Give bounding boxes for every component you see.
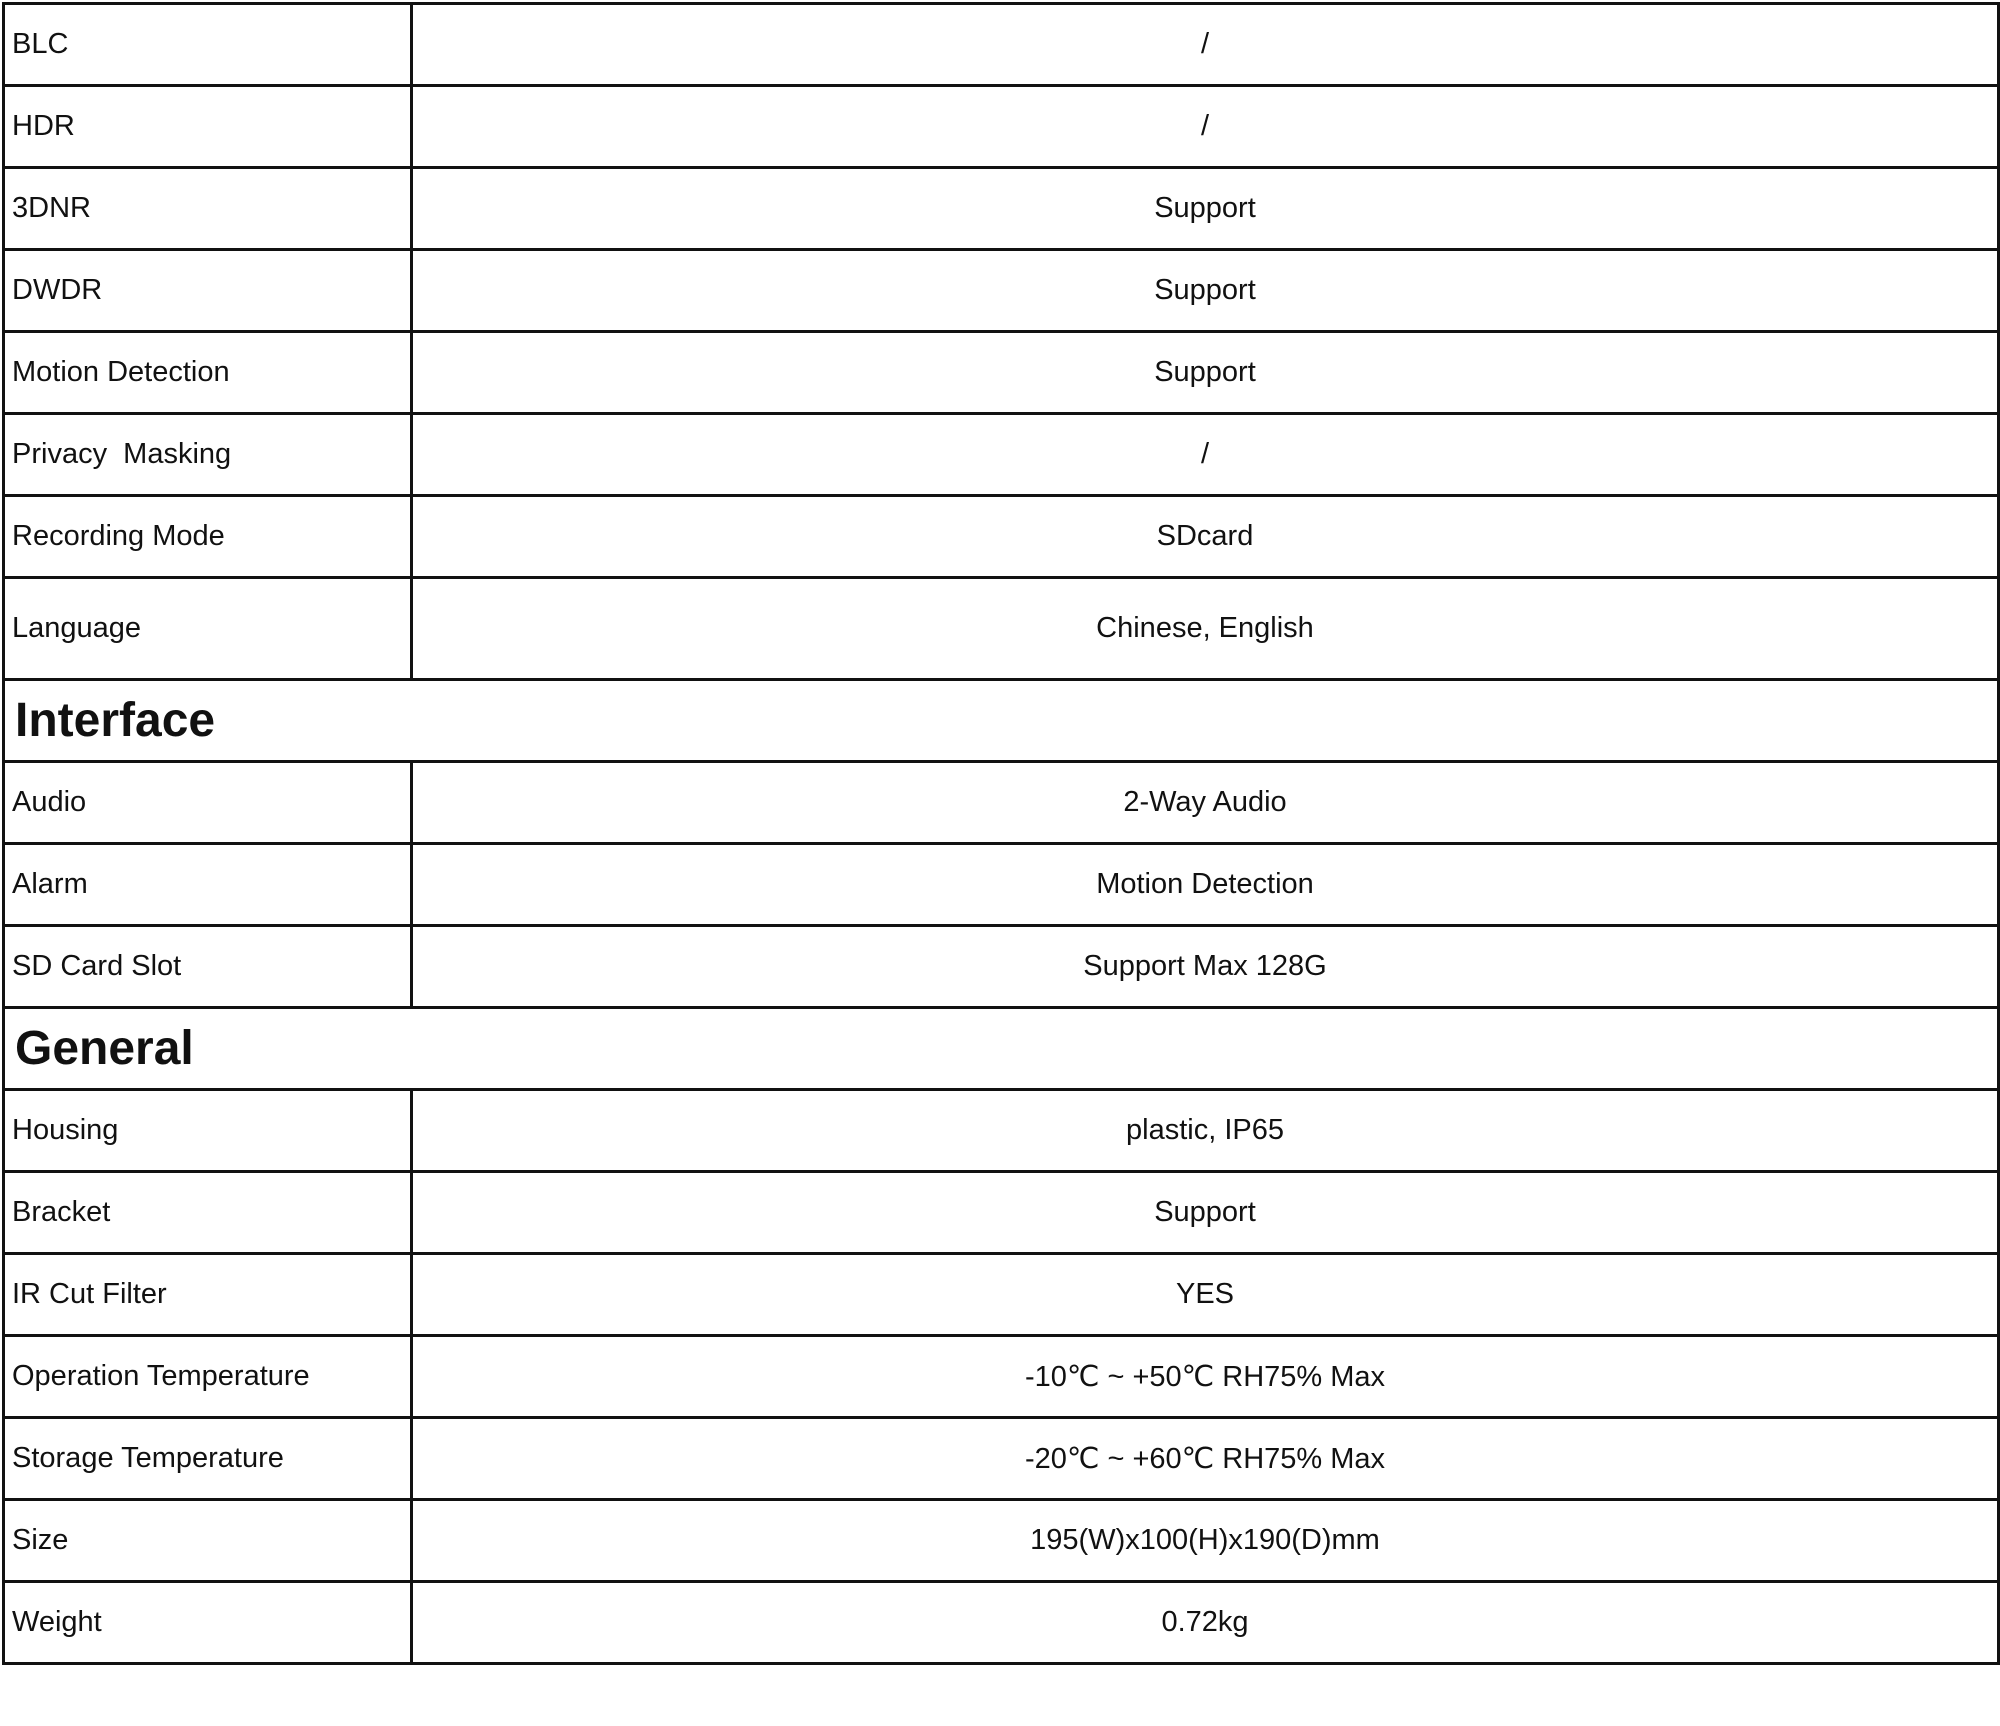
- table-row: [4, 1582, 1999, 1664]
- spec-label: DWDR: [4, 250, 412, 332]
- spec-value: 195(W)x100(H)x190(D)mm: [412, 1500, 1999, 1582]
- table-row: [4, 496, 1999, 578]
- spec-label: Storage Temperature: [4, 1418, 412, 1500]
- table-row: [4, 332, 1999, 414]
- spec-label: Size: [4, 1500, 412, 1582]
- table-row: [4, 1172, 1999, 1254]
- spec-value: /: [412, 4, 1999, 86]
- spec-label: Audio: [4, 762, 412, 844]
- table-row: [4, 1500, 1999, 1582]
- table-row: [4, 1418, 1999, 1500]
- spec-label: SD Card Slot: [4, 926, 412, 1008]
- table-row: [4, 926, 1999, 1008]
- spec-value: -10℃ ~ +50℃ RH75% Max: [412, 1336, 1999, 1418]
- spec-label: Motion Detection: [4, 332, 412, 414]
- table-row: [4, 578, 1999, 680]
- spec-value: Support: [412, 250, 1999, 332]
- spec-label: Alarm: [4, 844, 412, 926]
- spec-value: 2-Way Audio: [412, 762, 1999, 844]
- spec-value: /: [412, 86, 1999, 168]
- spec-value: Support: [412, 168, 1999, 250]
- table-row: [4, 168, 1999, 250]
- table-row: [4, 250, 1999, 332]
- table-row: [4, 1254, 1999, 1336]
- spec-value: 0.72kg: [412, 1582, 1999, 1664]
- spec-label: Operation Temperature: [4, 1336, 412, 1418]
- spec-label: Housing: [4, 1090, 412, 1172]
- spec-value: Chinese, English: [412, 578, 1999, 680]
- table-row: [4, 844, 1999, 926]
- spec-value: -20℃ ~ +60℃ RH75% Max: [412, 1418, 1999, 1500]
- table-row: [4, 1090, 1999, 1172]
- spec-value: SDcard: [412, 496, 1999, 578]
- spec-label: BLC: [4, 4, 412, 86]
- spec-value: YES: [412, 1254, 1999, 1336]
- spec-label: Language: [4, 578, 412, 680]
- spec-label: HDR: [4, 86, 412, 168]
- spec-value: /: [412, 414, 1999, 496]
- table-row: [4, 414, 1999, 496]
- table-row: [4, 762, 1999, 844]
- spec-label: Privacy Masking: [4, 414, 412, 496]
- section-header-general: [4, 1008, 1999, 1090]
- section-title: Interface: [4, 680, 1999, 762]
- spec-label: Recording Mode: [4, 496, 412, 578]
- table-row: [4, 4, 1999, 86]
- spec-value: Support Max 128G: [412, 926, 1999, 1008]
- spec-label: Bracket: [4, 1172, 412, 1254]
- spec-value: Support: [412, 332, 1999, 414]
- table-row: [4, 1336, 1999, 1418]
- spec-label: IR Cut Filter: [4, 1254, 412, 1336]
- spec-label: Weight: [4, 1582, 412, 1664]
- spec-value: Motion Detection: [412, 844, 1999, 926]
- section-title: General: [4, 1008, 1999, 1090]
- spec-label: 3DNR: [4, 168, 412, 250]
- section-header-interface: [4, 680, 1999, 762]
- spec-value: Support: [412, 1172, 1999, 1254]
- spec-table: [2, 2, 2000, 1665]
- spec-value: plastic, IP65: [412, 1090, 1999, 1172]
- table-row: [4, 86, 1999, 168]
